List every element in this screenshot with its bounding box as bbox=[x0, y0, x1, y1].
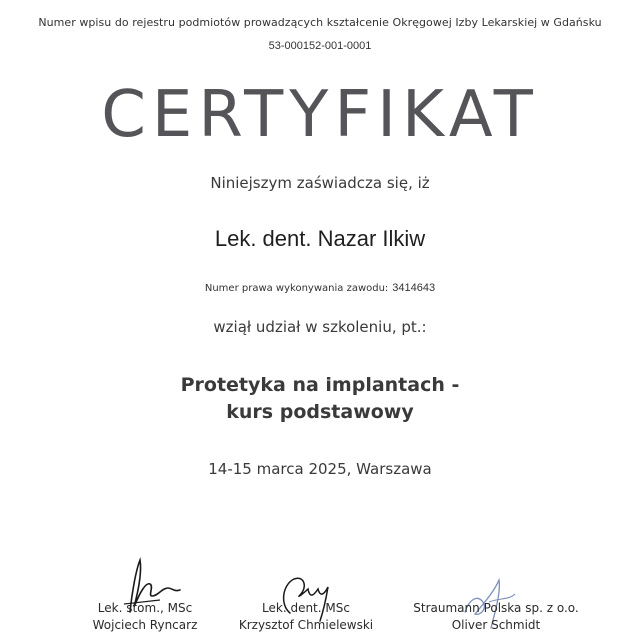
signatory-name: Wojciech Ryncarz bbox=[92, 618, 198, 632]
registry-entry-text: Numer wpisu do rejestru podmiotów prowadzących kształcenie Okręgowej Izby Lekarskiej w Gdańsku bbox=[38, 16, 602, 29]
signatory-2 bbox=[206, 600, 406, 634]
course-title-line-1: Protetyka na implantach - bbox=[180, 374, 460, 396]
signatory-title: Straumann Polska sp. z o.o. bbox=[413, 601, 579, 615]
signatory-title: Lek. dent. MSc bbox=[262, 601, 350, 615]
license-number: 3414643 bbox=[392, 282, 436, 294]
registry-number: 53-000152-001-0001 bbox=[268, 40, 372, 52]
recipient-name: Lek. dent. Nazar Ilkiw bbox=[214, 226, 426, 251]
signatory-title: Lek. stom., MSc bbox=[97, 601, 193, 615]
participation-text: wziął udział w szkoleniu, pt.: bbox=[213, 318, 427, 336]
signatory-3 bbox=[396, 600, 596, 634]
license-label: Numer prawa wykonywania zawodu: bbox=[204, 283, 389, 294]
course-title bbox=[0, 372, 640, 426]
signatory-name: Oliver Schmidt bbox=[451, 618, 541, 632]
certification-intro: Niniejszym zaświadcza się, iż bbox=[210, 174, 430, 192]
license-line bbox=[0, 282, 640, 294]
date-and-place: 14-15 marca 2025, Warszawa bbox=[208, 460, 432, 478]
certificate-title: CERTYFIKAT bbox=[101, 78, 539, 152]
signatory-name: Krzysztof Chmielewski bbox=[238, 618, 374, 632]
course-title-line-2: kurs podstawowy bbox=[226, 401, 414, 423]
